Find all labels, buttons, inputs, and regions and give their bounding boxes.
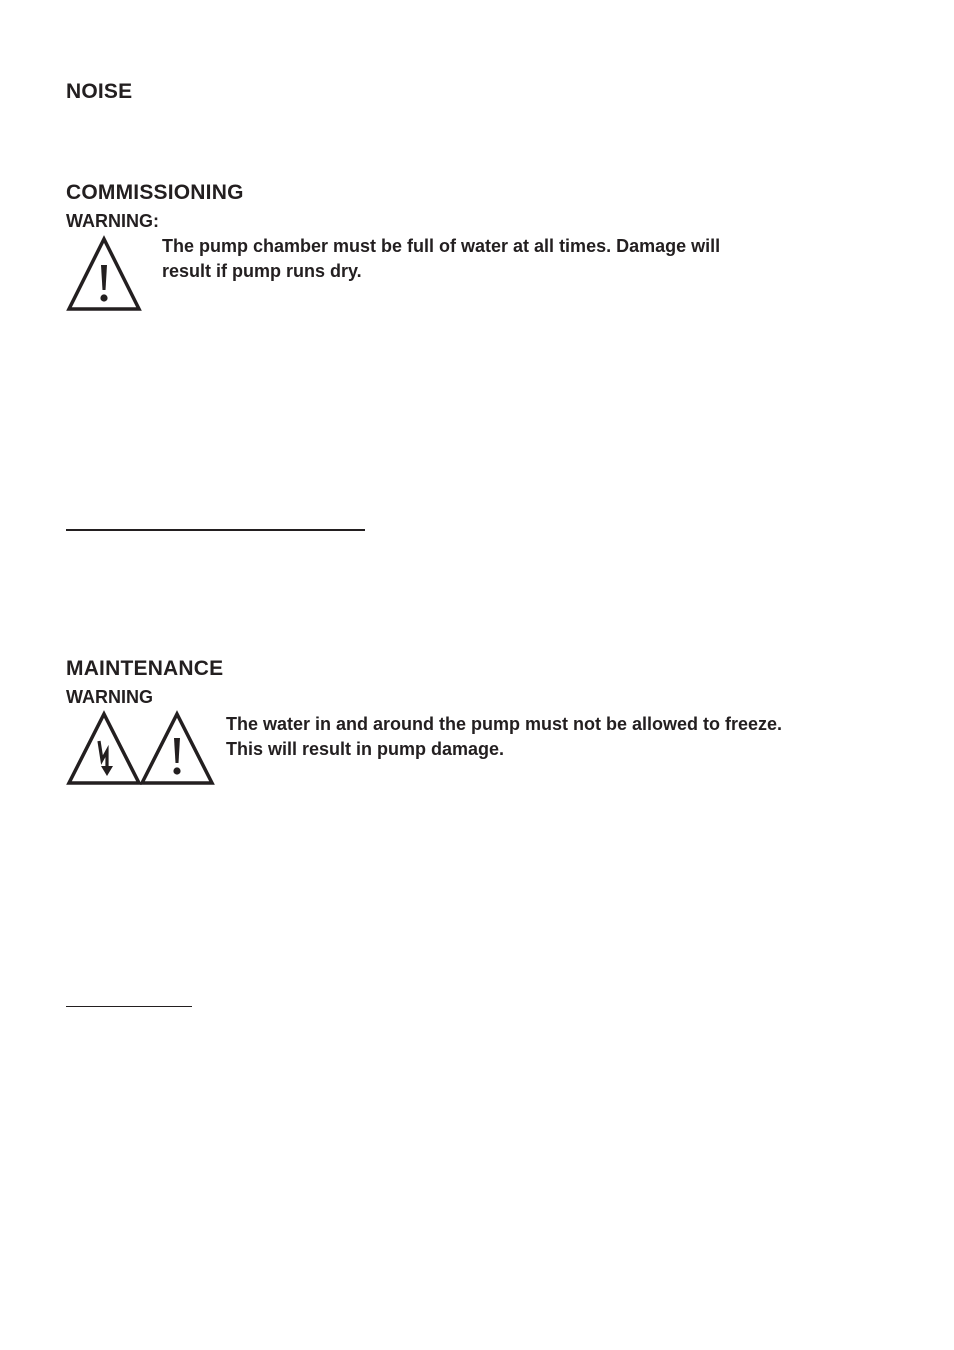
section-divider-short — [66, 1006, 192, 1007]
commissioning-warning-line-2: result if pump runs dry. — [162, 261, 362, 281]
commissioning-warning-line-1: The pump chamber must be full of water at all times. Damage will — [162, 236, 721, 256]
maintenance-heading: MAINTENANCE — [66, 657, 224, 680]
electrical-hazard-triangle-icon — [66, 710, 142, 786]
caution-triangle-icon — [66, 235, 142, 312]
noise-heading: NOISE — [66, 80, 133, 103]
commissioning-heading: COMMISSIONING — [66, 181, 244, 204]
maintenance-warning-label: WARNING — [66, 687, 153, 707]
maintenance-warning-line-2: This will result in pump damage. — [226, 739, 505, 759]
maintenance-warning-line-1: The water in and around the pump must not be allowed to freeze. — [226, 714, 783, 734]
commissioning-warning-text — [162, 234, 720, 284]
maintenance-warning-text — [226, 712, 782, 762]
section-divider — [66, 529, 365, 531]
commissioning-warning-label: WARNING: — [66, 211, 159, 231]
caution-triangle-icon — [140, 710, 216, 786]
